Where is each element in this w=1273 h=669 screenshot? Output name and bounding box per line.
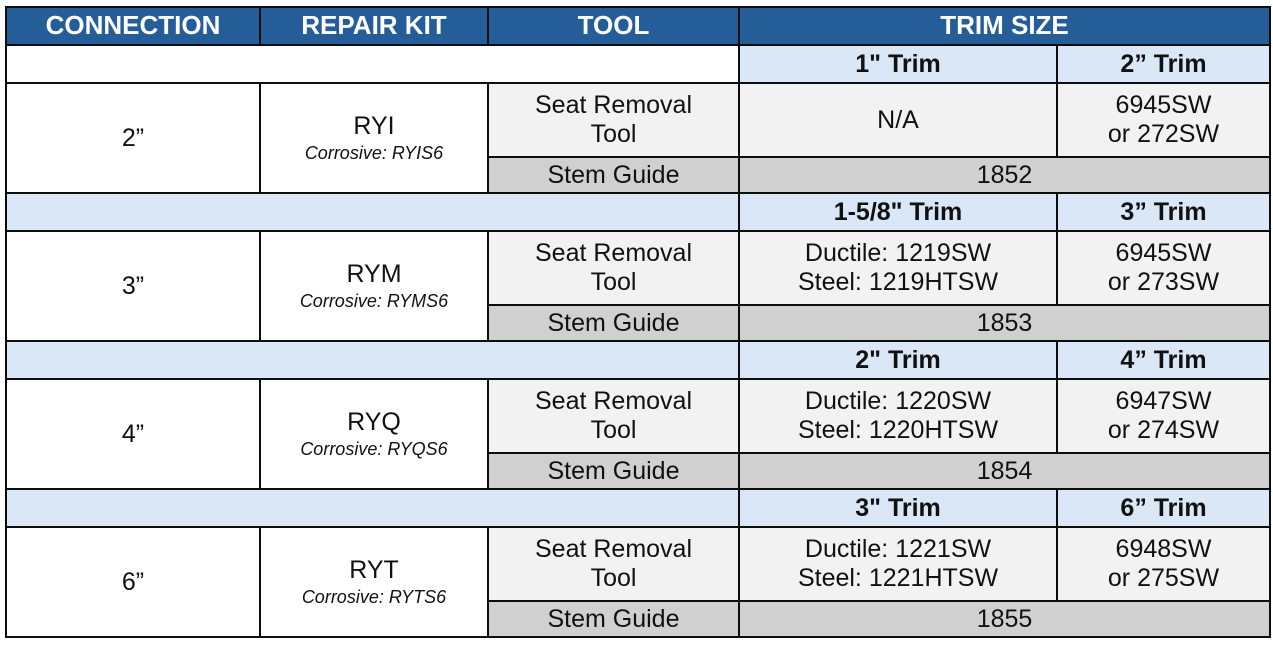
seat-removal-row: [6, 83, 1270, 157]
trim-a-value: [739, 379, 1057, 453]
tool-line-1: Seat Removal: [534, 535, 693, 564]
trim-a-line-1: Ductile: 1219SW: [804, 239, 992, 268]
seat-removal-row: [6, 231, 1270, 305]
trim-b-value: [1057, 231, 1270, 305]
trim-a-label: 1" Trim: [739, 45, 1057, 83]
kit-name: RYI: [353, 112, 395, 141]
connection-size: 4”: [6, 379, 260, 489]
stem-guide-value: 1854: [739, 453, 1270, 489]
trim-a-value: [739, 231, 1057, 305]
trim-b-value: [1057, 379, 1270, 453]
trim-b-line-1: 6947SW: [1115, 387, 1212, 416]
seat-removal-tool-label: [488, 527, 739, 601]
repair-kit-table: [5, 6, 1271, 638]
trim-a-line-1: Ductile: 1221SW: [804, 535, 992, 564]
header-row: [6, 7, 1270, 45]
seat-removal-tool-label: [488, 379, 739, 453]
trim-b-value: [1057, 527, 1270, 601]
trim-subheader-row: [6, 45, 1270, 83]
tool-line-1: Seat Removal: [534, 387, 693, 416]
trim-b-line-1: 6945SW: [1115, 239, 1212, 268]
repair-kit-cell: [260, 83, 488, 193]
trim-b-value: [1057, 83, 1270, 157]
kit-corrosive: Corrosive: RYMS6: [299, 291, 449, 312]
tool-line-2: Tool: [590, 564, 637, 592]
stem-guide-value: 1852: [739, 157, 1270, 193]
trim-a-line-2: Steel: 1221HTSW: [797, 564, 999, 592]
kit-corrosive: Corrosive: RYQS6: [300, 439, 448, 460]
stem-guide-label: Stem Guide: [488, 453, 739, 489]
stem-guide-label: Stem Guide: [488, 157, 739, 193]
trim-b-label: 4” Trim: [1057, 341, 1270, 379]
subheader-blank: [6, 193, 739, 231]
trim-b-label: 2” Trim: [1057, 45, 1270, 83]
trim-a-line-1: Ductile: 1220SW: [804, 387, 992, 416]
connection-size: 2”: [6, 83, 260, 193]
trim-b-label: 3” Trim: [1057, 193, 1270, 231]
repair-kit-cell: [260, 379, 488, 489]
trim-a-line-2: Steel: 1220HTSW: [797, 416, 999, 444]
repair-kit-cell: [260, 231, 488, 341]
trim-b-label: 6” Trim: [1057, 489, 1270, 527]
seat-removal-tool-label: [488, 83, 739, 157]
trim-b-line-2: or 273SW: [1107, 268, 1220, 296]
trim-b-line-1: 6948SW: [1115, 535, 1212, 564]
connection-size: 3”: [6, 231, 260, 341]
trim-a-line-2: Steel: 1219HTSW: [797, 268, 999, 296]
subheader-blank: [6, 489, 739, 527]
stem-guide-value: 1853: [739, 305, 1270, 341]
seat-removal-row: [6, 527, 1270, 601]
trim-b-line-1: 6945SW: [1115, 91, 1212, 120]
stem-guide-label: Stem Guide: [488, 305, 739, 341]
trim-subheader-row: [6, 489, 1270, 527]
trim-subheader-row: [6, 341, 1270, 379]
header-trim-size: TRIM SIZE: [739, 7, 1270, 45]
kit-corrosive: Corrosive: RYTS6: [301, 587, 447, 608]
tool-line-1: Seat Removal: [534, 91, 693, 120]
trim-a-label: 3" Trim: [739, 489, 1057, 527]
header-connection: CONNECTION: [6, 7, 260, 45]
subheader-blank: [6, 341, 739, 379]
seat-removal-tool-label: [488, 231, 739, 305]
repair-kit-cell: [260, 527, 488, 637]
kit-corrosive: Corrosive: RYIS6: [304, 143, 444, 164]
connection-size: 6”: [6, 527, 260, 637]
trim-a-label: 2" Trim: [739, 341, 1057, 379]
tool-line-2: Tool: [590, 416, 637, 444]
trim-b-line-2: or 274SW: [1107, 416, 1220, 444]
tool-line-1: Seat Removal: [534, 239, 693, 268]
tool-line-2: Tool: [590, 120, 637, 148]
kit-name: RYT: [349, 556, 399, 585]
trim-b-line-2: or 275SW: [1107, 564, 1220, 592]
header-tool: TOOL: [488, 7, 739, 45]
kit-name: RYQ: [347, 408, 401, 437]
stem-guide-label: Stem Guide: [488, 601, 739, 637]
trim-a-line-1: N/A: [877, 105, 919, 134]
seat-removal-row: [6, 379, 1270, 453]
stem-guide-value: 1855: [739, 601, 1270, 637]
tool-line-2: Tool: [590, 268, 637, 296]
subheader-blank: [6, 45, 739, 83]
trim-b-line-2: or 272SW: [1107, 120, 1220, 148]
trim-a-value: [739, 527, 1057, 601]
trim-a-value: [739, 83, 1057, 157]
trim-a-label: 1-5/8" Trim: [739, 193, 1057, 231]
kit-name: RYM: [346, 260, 402, 289]
trim-subheader-row: [6, 193, 1270, 231]
header-repair-kit: REPAIR KIT: [260, 7, 488, 45]
